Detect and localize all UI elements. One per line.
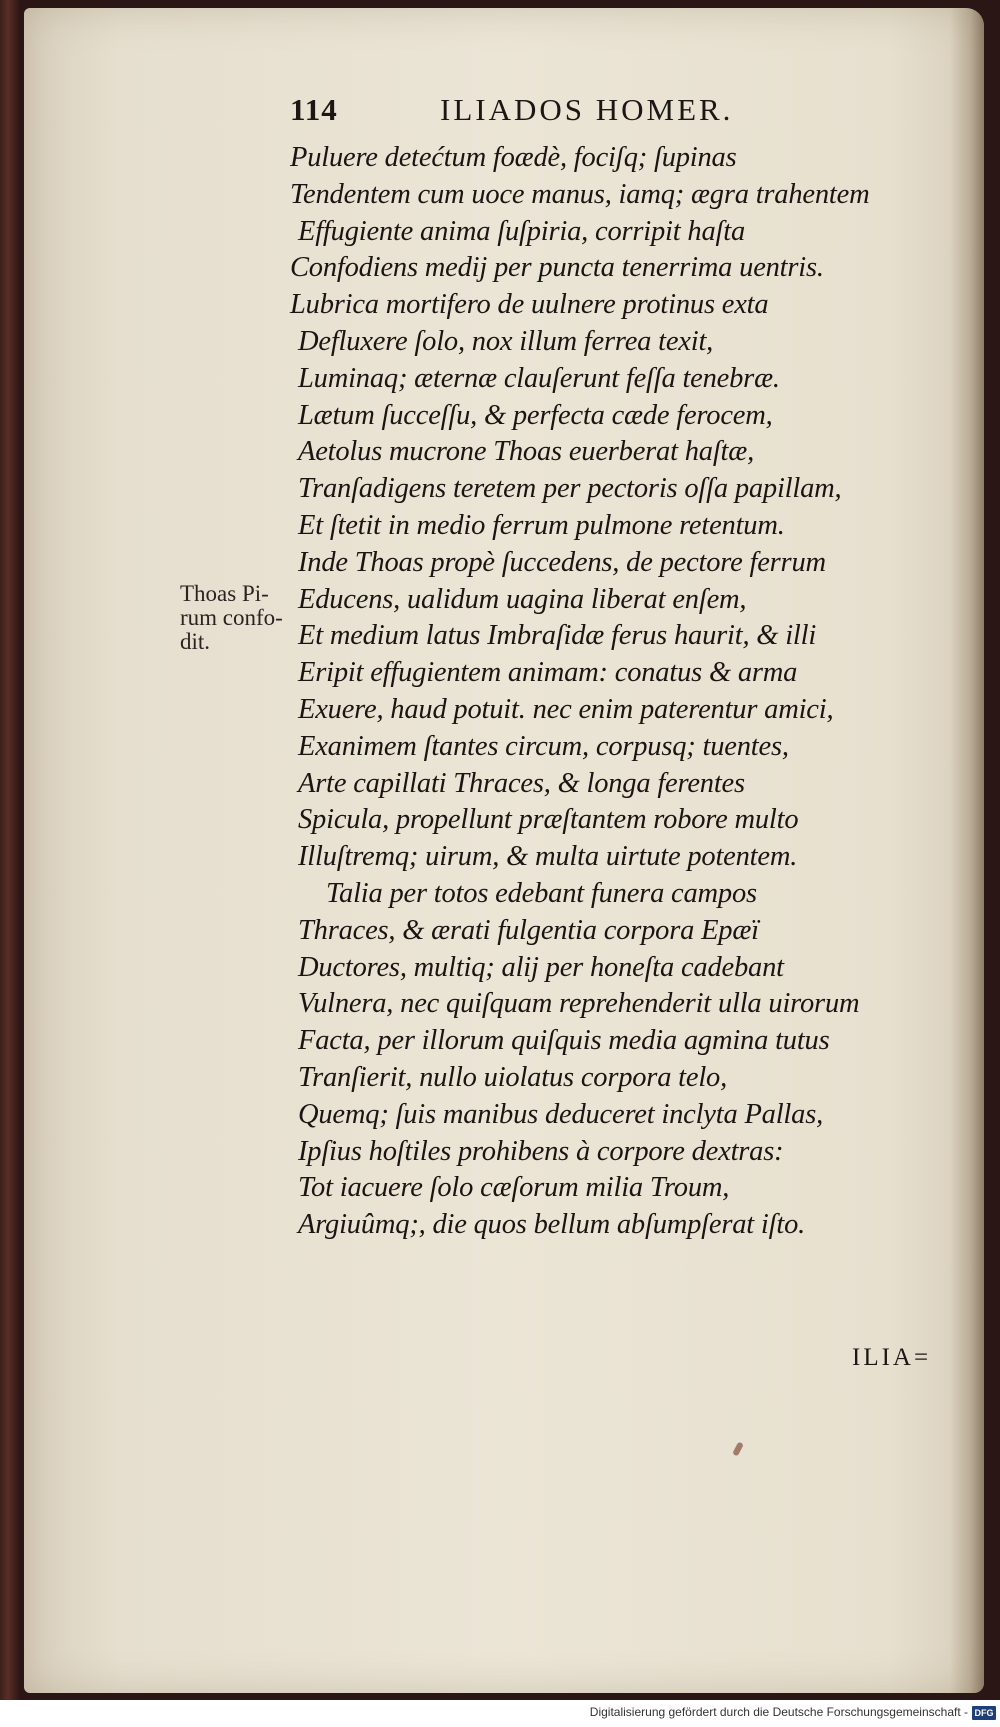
verse-line: Tranſadigens teretem per pectoris oſſa papillam,	[298, 473, 842, 505]
verse-line: Thraces, & ærati fulgentia corpora Epæï	[298, 914, 759, 946]
verse-line: Spicula, propellunt præſtantem robore multo	[298, 804, 799, 836]
verse-line: Illuſtremq; uirum, & multa uirtute potentem.	[298, 841, 798, 873]
verse-line: Aetolus mucrone Thoas euerberat haſtæ,	[298, 436, 755, 468]
verse-line: Tendentem cum uoce manus, iamq; ægra trahentem	[290, 178, 870, 210]
verse-line: Ductores, multiq; alij per honeſta cadebant	[298, 951, 784, 983]
verse-line: Tot iacuere ſolo cæſorum milia Troum,	[298, 1172, 730, 1204]
verse-line: Argiuûmq;, die quos bellum abſumpſerat iſto.	[298, 1209, 806, 1241]
verse-line: Et ſtetit in medio ferrum pulmone retentum.	[298, 509, 785, 541]
verse-line: Inde Thoas propè ſuccedens, de pectore ferrum	[298, 546, 826, 578]
verse-line: Tranſierit, nullo uiolatus corpora telo,	[298, 1061, 728, 1093]
page-number: 114	[290, 92, 338, 127]
verse-line: Vulnera, nec quiſquam reprehenderit ulla uirorum	[298, 988, 860, 1020]
verse-line: Facta, per illorum quiſquis media agmina tutus	[298, 1025, 830, 1057]
footer-credit: Digitalisierung gefördert durch die Deutsche Forschungsgemeinschaft -	[589, 1705, 968, 1719]
verse-line: Quemq; ſuis manibus deduceret inclyta Pallas,	[298, 1098, 824, 1130]
page-edge-shadow	[950, 8, 984, 1693]
verse-line: Exuere, haud potuit. nec enim paterentur amici,	[298, 693, 834, 725]
verse-line: Lubrica mortifero de uulnere protinus exta	[290, 289, 769, 321]
verse-line: Arte capillati Thraces, & longa ferentes	[298, 767, 745, 799]
verse-line: Puluere detećtum foædè, fociʃq; ſupinas	[290, 142, 737, 173]
verse-line: Et medium latus Imbraſidæ ferus haurit, & illi	[298, 620, 817, 652]
marginal-note-line: Thoas Pi-	[180, 581, 269, 606]
running-title: ILIADOS HOMER.	[440, 92, 734, 127]
running-head	[290, 92, 850, 132]
catchword: ILIA=	[852, 1344, 932, 1371]
marginal-note-line: rum confo-	[180, 605, 283, 630]
verse-line: Defluxere ſolo, nox illum ferrea texit,	[298, 325, 714, 357]
verse-list	[290, 140, 950, 1244]
verse-line: Confodiens medij per puncta tenerrima uentris.	[290, 252, 824, 284]
verse-line: Talia per totos edebant funera campos	[326, 877, 757, 909]
verse-line: Ipſius hoſtiles prohibens à corpore dextras:	[298, 1135, 784, 1167]
verse-line: Eripit effugientem animam: conatus & arma	[298, 657, 798, 689]
marginal-note-line: dit.	[180, 629, 211, 654]
verse-line: Lætum ſucceſſu, & perfecta cæde ferocem,	[298, 399, 773, 431]
digitization-footer	[0, 1700, 1000, 1727]
verse-line: Effugiente anima ſuſpiria, corripit haſta	[298, 215, 745, 247]
marginal-note	[180, 582, 295, 654]
dfg-logo-icon: DFG	[972, 1706, 996, 1720]
verse-line: Exanimem ſtantes circum, corpusq; tuentes,	[298, 730, 789, 762]
verse-line: Luminaq; æternæ clauſerunt feſſa tenebræ.	[298, 362, 780, 394]
verse-line: Educens, ualidum uagina liberat enſem,	[298, 583, 747, 615]
